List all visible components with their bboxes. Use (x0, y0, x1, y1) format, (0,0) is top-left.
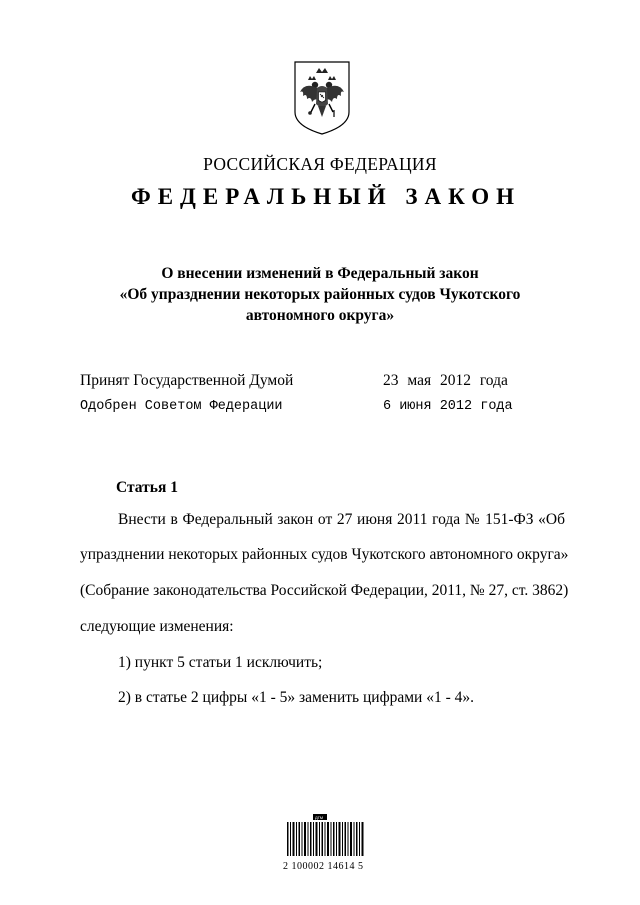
law-title-line: «Об упразднении некоторых районных судов Чукотского (119, 286, 521, 303)
barcode-icon (283, 814, 367, 858)
article-line: упразднении некоторых районных судов Чукотского автономного округа» (80, 546, 569, 563)
country-name: РОССИЙСКАЯ ФЕДЕРАЦИЯ (203, 154, 437, 174)
article-heading: Статья 1 (116, 479, 178, 496)
council-approval-label: Одобрен Советом Федерации (80, 399, 283, 414)
barcode-number: 2 100002 14614 5 (283, 861, 364, 872)
council-approval-date: 6 июня 2012 года (383, 399, 513, 414)
svg-text:ДГМ: ДГМ (315, 815, 324, 820)
list-item: 1) пункт 5 статьи 1 исключить; (118, 654, 323, 671)
article-line: (Собрание законодательства Российской Федерации, 2011, № 27, ст. 3862) (80, 582, 569, 599)
duma-adoption-date: 23 мая 2012 года (383, 372, 508, 389)
duma-adoption-label: Принят Государственной Думой (80, 372, 294, 389)
russian-coat-of-arms-icon (291, 60, 353, 136)
article-line: Внести в Федеральный закон от 27 июня 2011 года № 151-ФЗ «Об (118, 511, 565, 528)
law-title-line: автономного округа» (245, 307, 395, 324)
document-type: ФЕДЕРАЛЬНЫЙ ЗАКОН (130, 184, 522, 209)
law-title-line: О внесении изменений в Федеральный закон (161, 265, 479, 282)
article-line: следующие изменения: (80, 618, 234, 635)
list-item: 2) в статье 2 цифры «1 - 5» заменить цифрами «1 - 4». (118, 689, 475, 706)
law-title (100, 263, 540, 326)
